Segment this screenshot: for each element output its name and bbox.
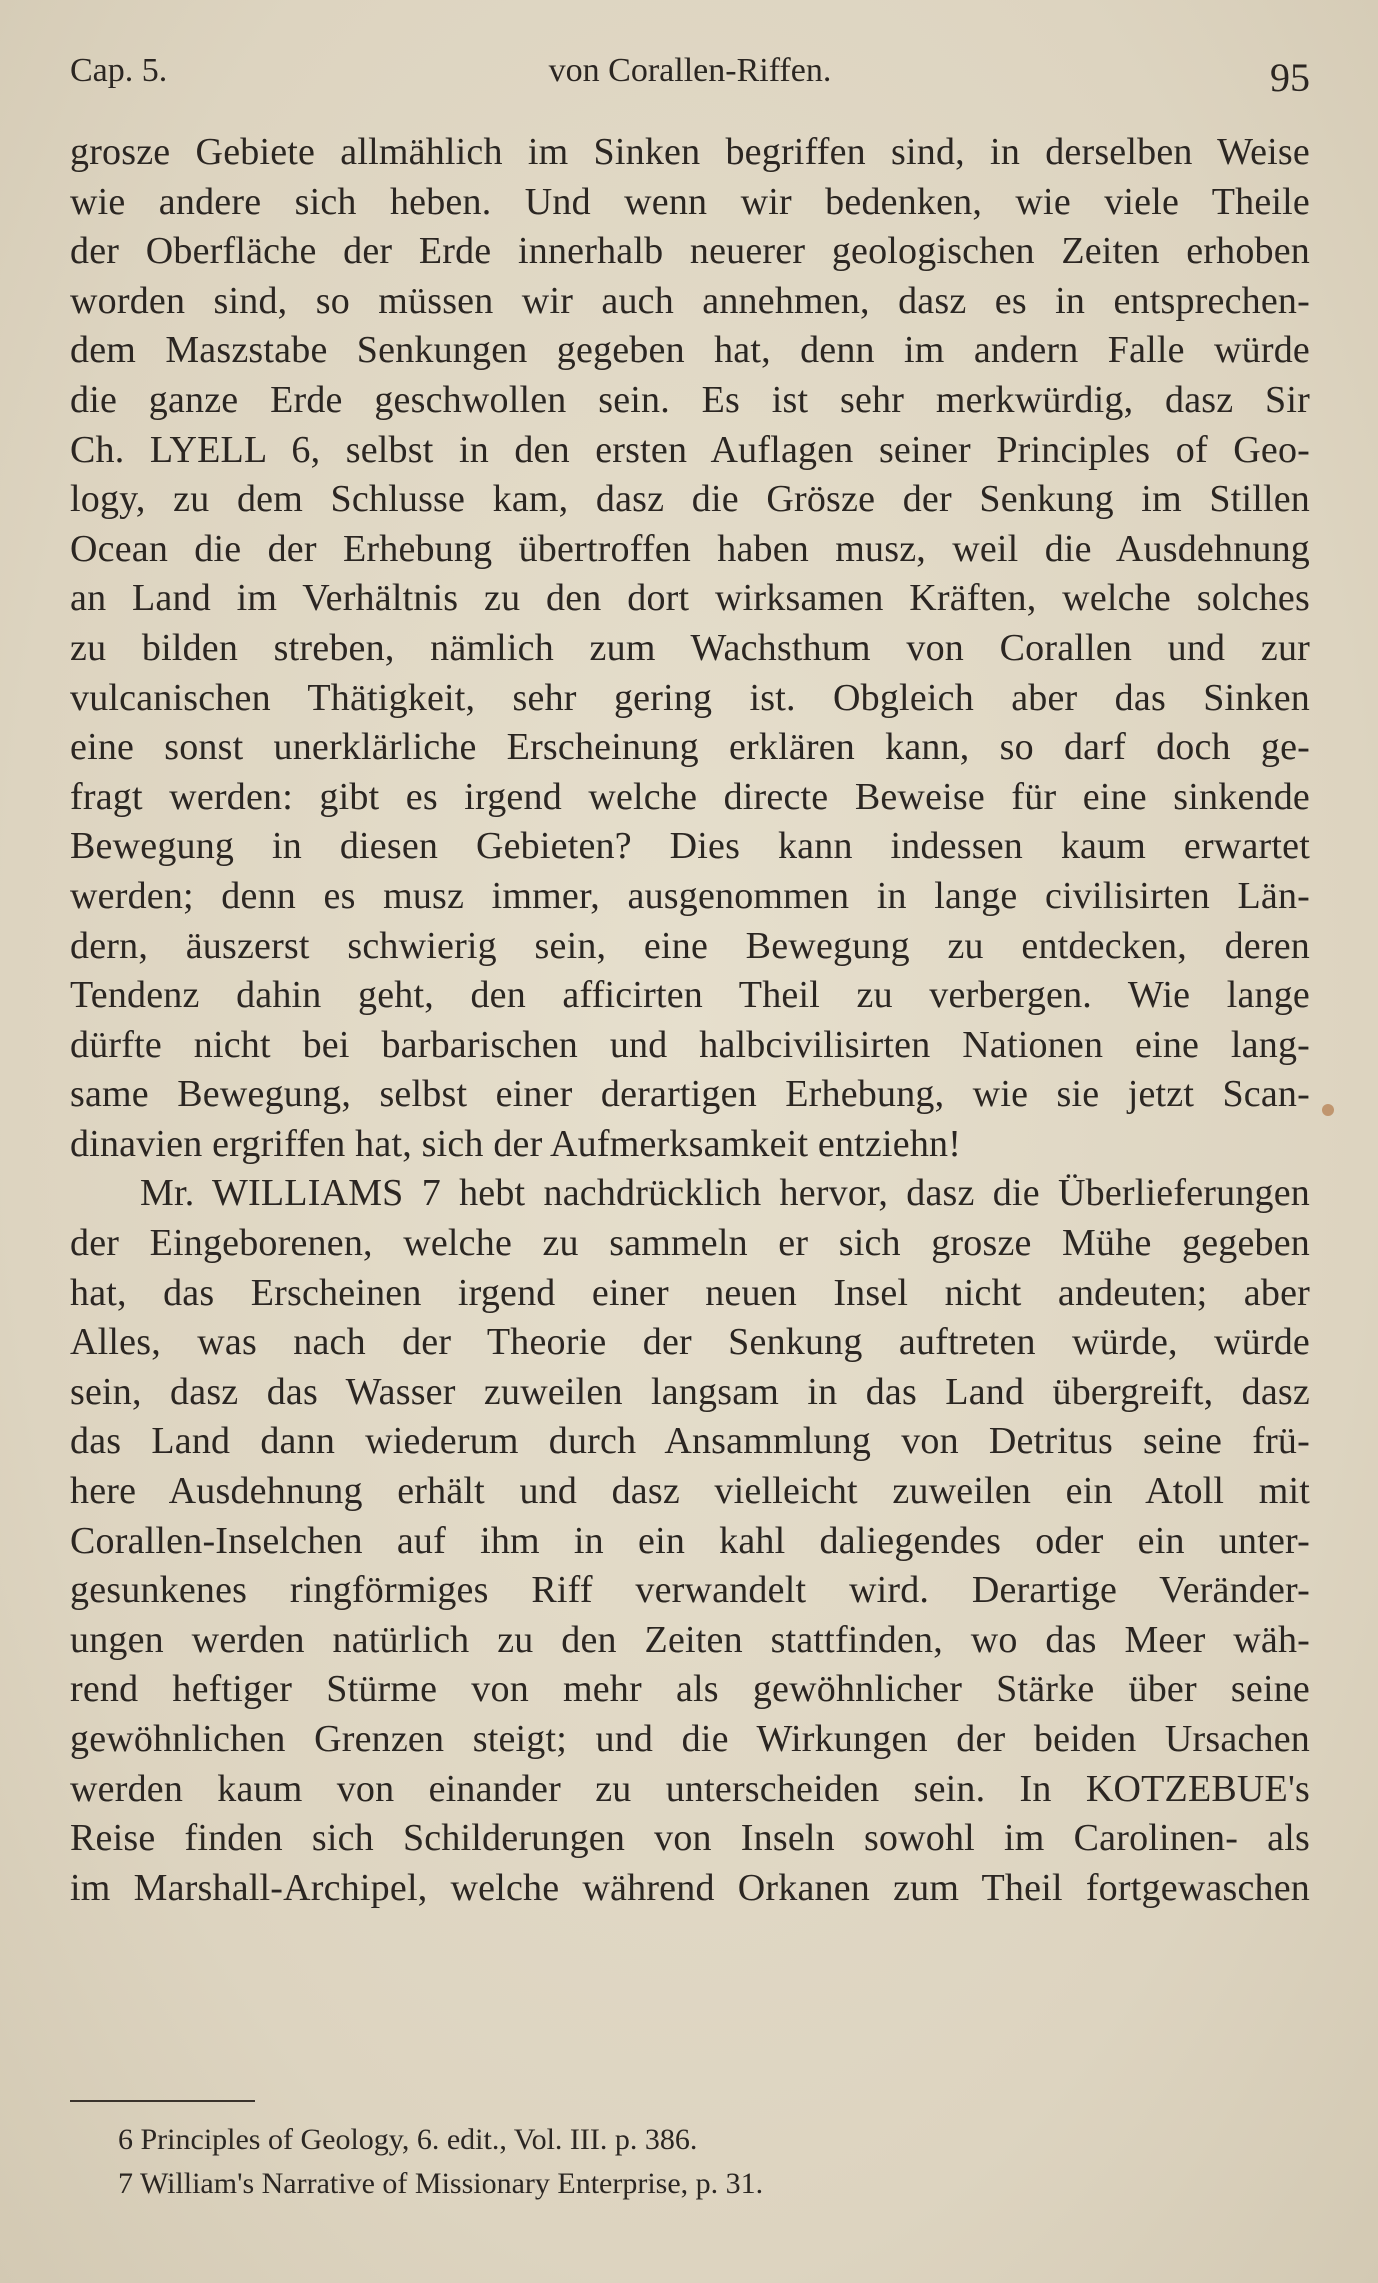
text-line: sein, dasz das Wasser zuweilen langsam in das Land übergreift, dasz — [70, 1370, 1310, 1413]
text-line: wie andere sich heben. Und wenn wir bedenken, wie viele Theile — [70, 180, 1310, 223]
text-line: werden kaum von einander zu unterscheiden sein. In KOTZEBUE's — [70, 1767, 1310, 1810]
text-line: Mr. WILLIAMS 7 hebt nachdrücklich hervor, dasz die Überlieferungen — [140, 1172, 1310, 1215]
text-line: logy, zu dem Schlusse kam, dasz die Grösze der Senkung im Stillen — [70, 478, 1310, 521]
text-line: vulcanischen Thätigkeit, sehr gering ist. Obgleich aber das Sinken — [70, 676, 1310, 719]
text-line: Corallen-Inselchen auf ihm in ein kahl daliegendes oder ein unter- — [70, 1519, 1310, 1562]
text-line: werden; denn es musz immer, ausgenommen in lange civilisirten Län- — [70, 874, 1310, 917]
text-line: here Ausdehnung erhält und dasz vielleicht zuweilen ein Atoll mit — [70, 1470, 1310, 1513]
text-line: dürfte nicht bei barbarischen und halbcivilisirten Nationen eine lang- — [70, 1023, 1310, 1066]
text-line: der Eingeborenen, welche zu sammeln er sich grosze Mühe gegeben — [70, 1222, 1310, 1265]
running-header — [70, 52, 1310, 102]
text-line: gewöhnlichen Grenzen steigt; und die Wirkungen der beiden Ursachen — [70, 1718, 1310, 1760]
running-title: von Corallen-Riffen. — [548, 52, 832, 89]
footnote-6: 6 Principles of Geology, 6. edit., Vol. III. p. 386. — [118, 2123, 698, 2156]
text-line: Tendenz dahin geht, den afficirten Theil zu verbergen. Wie lange — [70, 974, 1310, 1017]
footnotes — [118, 2118, 1218, 2206]
body-text — [70, 128, 1310, 1913]
page-number: 95 — [1270, 55, 1310, 100]
text-line: Reise finden sich Schilderungen von Inseln sowohl im Carolinen- als — [70, 1817, 1310, 1860]
text-line: eine sonst unerklärliche Erscheinung erklären kann, so darf doch ge- — [70, 726, 1310, 769]
text-line: ungen werden natürlich zu den Zeiten stattfinden, wo das Meer wäh- — [70, 1618, 1310, 1661]
paragraph-1 — [70, 128, 1310, 1169]
footnote-7: 7 William's Narrative of Missionary Enterprise, p. 31. — [118, 2167, 764, 2200]
text-line: der Oberfläche der Erde innerhalb neuerer geologischen Zeiten erhoben — [70, 230, 1310, 273]
paper-stain — [1322, 1104, 1334, 1116]
text-line: Ocean die der Erhebung übertroffen haben musz, weil die Ausdehnung — [70, 527, 1310, 570]
text-line: gesunkenes ringförmiges Riff verwandelt wird. Derartige Veränder- — [70, 1569, 1310, 1612]
text-line: same Bewegung, selbst einer derartigen Erhebung, wie sie jetzt Scan- — [70, 1073, 1310, 1116]
text-line: im Marshall-Archipel, welche während Orkanen zum Theil fortgewaschen — [70, 1866, 1310, 1909]
text-line: Bewegung in diesen Gebieten? Dies kann indessen kaum erwartet — [70, 825, 1310, 868]
text-line: an Land im Verhältnis zu den dort wirksamen Kräften, welche solches — [70, 577, 1310, 620]
footnote-divider — [70, 2100, 255, 2102]
chapter-label: Cap. 5. — [70, 52, 168, 89]
text-line: die ganze Erde geschwollen sein. Es ist sehr merkwürdig, dasz Sir — [70, 378, 1310, 421]
text-line: dinavien ergriffen hat, sich der Aufmerksamkeit entziehn! — [70, 1122, 962, 1165]
text-line: fragt werden: gibt es irgend welche directe Beweise für eine sinkende — [70, 775, 1310, 818]
text-line: zu bilden streben, nämlich zum Wachsthum von Corallen und zur — [70, 626, 1310, 669]
text-line: Alles, was nach der Theorie der Senkung auftreten würde, würde — [70, 1321, 1310, 1364]
paragraph-2 — [70, 1169, 1310, 1913]
text-line: rend heftiger Stürme von mehr als gewöhnlicher Stärke über seine — [70, 1668, 1310, 1711]
text-line: worden sind, so müssen wir auch annehmen, dasz es in entsprechen- — [70, 279, 1310, 322]
text-line: hat, das Erscheinen irgend einer neuen Insel nicht andeuten; aber — [70, 1271, 1310, 1314]
text-line: dern, äuszerst schwierig sein, eine Bewegung zu entdecken, deren — [70, 924, 1310, 967]
text-line: Ch. LYELL 6, selbst in den ersten Auflagen seiner Principles of Geo- — [70, 428, 1310, 471]
text-line: grosze Gebiete allmählich im Sinken begriffen sind, in derselben Weise — [70, 131, 1310, 173]
text-line: das Land dann wiederum durch Ansammlung von Detritus seine frü- — [70, 1420, 1310, 1463]
text-line: dem Maszstabe Senkungen gegeben hat, denn im andern Falle würde — [70, 329, 1310, 372]
